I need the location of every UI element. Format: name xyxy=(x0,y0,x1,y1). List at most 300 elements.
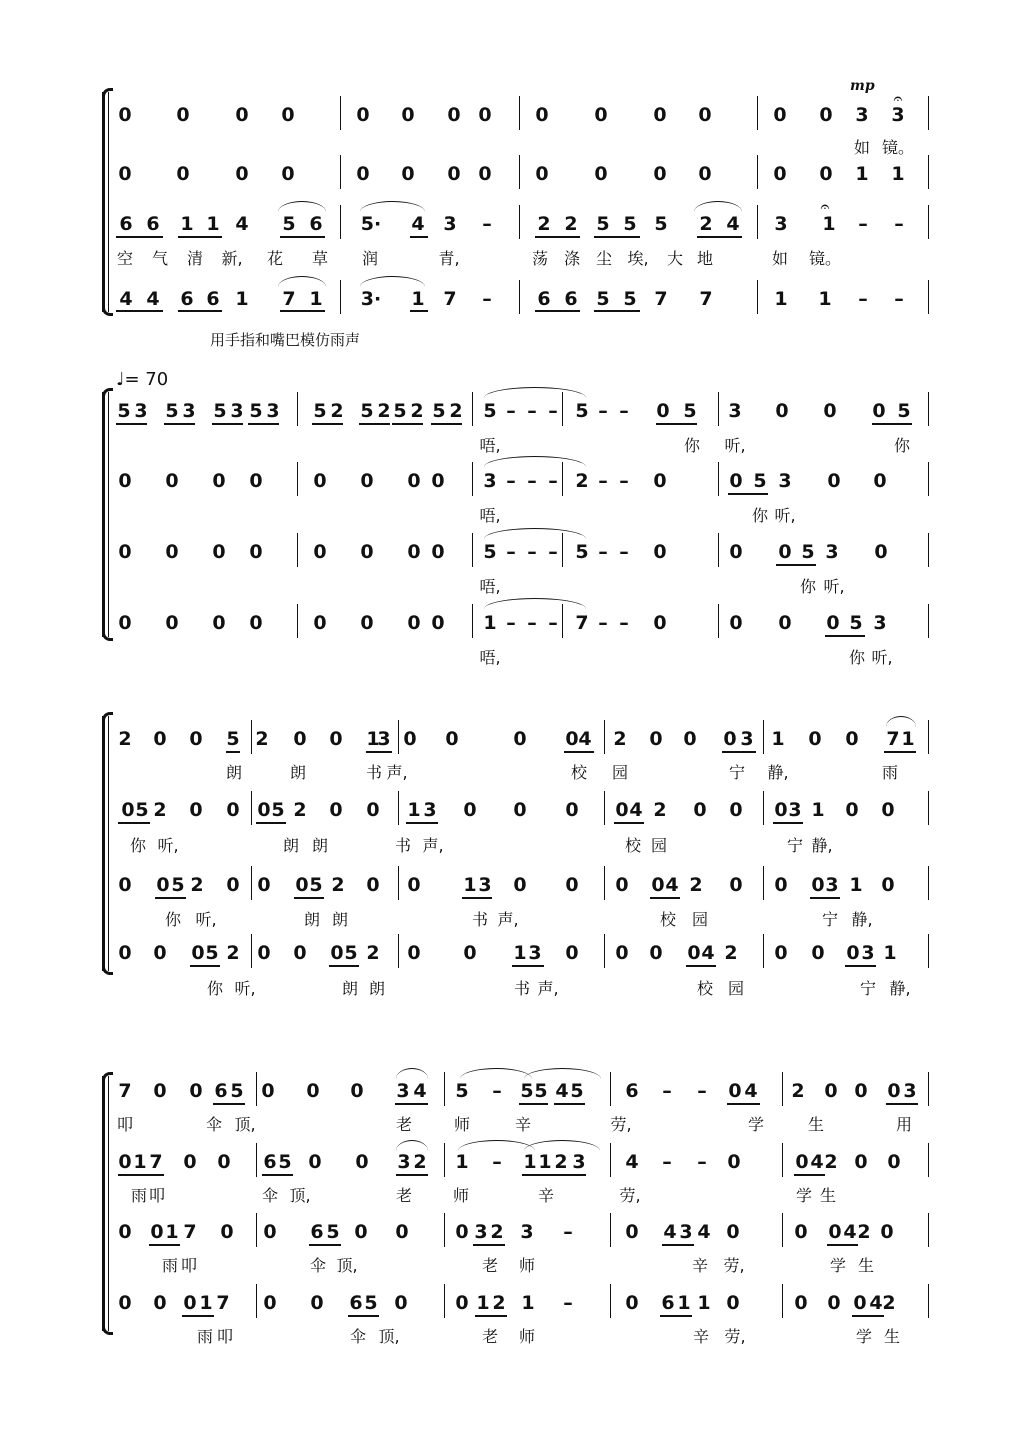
lyric-syllable: 叩 xyxy=(148,1186,166,1205)
note: 0 xyxy=(819,104,833,126)
lyric-syllable: 辛 xyxy=(514,1115,532,1134)
lyric-syllable: 声, xyxy=(386,763,408,782)
note: 0 xyxy=(811,874,825,896)
note: 5 xyxy=(393,400,407,422)
lyric-syllable: 顶, xyxy=(336,1256,358,1275)
note: 0 xyxy=(845,799,859,821)
note: 0 xyxy=(313,612,327,634)
note: 0 xyxy=(212,470,226,492)
note: 4 xyxy=(869,1292,883,1314)
note: 1 xyxy=(133,1151,147,1173)
note: 5 xyxy=(344,942,358,964)
note: 3 xyxy=(873,612,887,634)
note: 3 xyxy=(825,541,839,563)
note: 3 xyxy=(182,400,196,422)
note: 0 xyxy=(729,612,743,634)
note: 1 xyxy=(774,288,788,310)
barline xyxy=(444,1072,445,1106)
lyric-syllable: 叩 xyxy=(180,1256,198,1275)
lyric-syllable: 涤 xyxy=(563,249,581,268)
note: 0 xyxy=(535,104,549,126)
lyric-syllable: 雨 xyxy=(196,1327,214,1346)
note: 0 xyxy=(726,1292,740,1314)
note: 0 xyxy=(773,163,787,185)
lyric-syllable: 静, xyxy=(889,979,911,998)
note: 0 xyxy=(330,942,344,964)
note: 0 xyxy=(887,1151,901,1173)
note: 0 xyxy=(881,874,895,896)
note: 2 xyxy=(490,1221,504,1243)
note: 5 xyxy=(849,612,863,634)
note: 0 xyxy=(249,612,263,634)
note: 0 xyxy=(653,163,667,185)
lyric-syllable: 用 xyxy=(895,1115,913,1134)
lyric-syllable: 听, xyxy=(234,979,256,998)
note: 6 xyxy=(263,1151,277,1173)
note: 4 xyxy=(411,213,425,235)
note: 3 xyxy=(396,1080,410,1102)
note: 1 xyxy=(855,163,869,185)
note: 3 xyxy=(478,874,492,896)
note: 6 xyxy=(119,213,133,235)
note: 1 xyxy=(180,213,194,235)
note: 2 xyxy=(449,400,463,422)
note: 4 xyxy=(665,874,679,896)
note: 1 xyxy=(206,213,220,235)
note: 0 xyxy=(625,1292,639,1314)
lyric-syllable: 宁 xyxy=(786,836,804,855)
eighth-underline xyxy=(553,1174,586,1176)
lyric-syllable: 朗 xyxy=(341,979,359,998)
note: 0 xyxy=(281,163,295,185)
note: – xyxy=(506,612,516,634)
barline xyxy=(610,1143,611,1177)
note: 0 xyxy=(118,942,132,964)
note: 2 xyxy=(537,213,551,235)
note: 5 xyxy=(570,1080,584,1102)
note: 0 xyxy=(778,541,792,563)
note: 7 xyxy=(575,612,589,634)
note: 0 xyxy=(235,163,249,185)
note: 0 xyxy=(401,163,415,185)
lyric-syllable: 伞 xyxy=(261,1186,279,1205)
note: – xyxy=(527,400,537,422)
tempo-marking: ♩= 70 xyxy=(116,369,169,390)
eighth-underline xyxy=(182,1315,214,1317)
note: 0 xyxy=(329,799,343,821)
note: 1 xyxy=(476,1292,490,1314)
lyric-syllable: 顶, xyxy=(234,1115,256,1134)
note: 1 xyxy=(901,728,915,750)
lyric-syllable: 书 xyxy=(471,910,489,929)
note: 5 xyxy=(226,728,240,750)
lyric-syllable: 声, xyxy=(497,910,519,929)
note: 0 xyxy=(226,799,240,821)
lyric-syllable: 朗 xyxy=(368,979,386,998)
note: 0 xyxy=(118,1151,132,1173)
note: 1 xyxy=(309,288,323,310)
lyric-syllable: 雨 xyxy=(130,1186,148,1205)
lyric-syllable: 伞 xyxy=(349,1327,367,1346)
lyric-syllable: 荡 xyxy=(531,249,549,268)
note: 3 xyxy=(891,104,905,126)
note: – xyxy=(619,612,629,634)
note: 2 xyxy=(366,942,380,964)
lyric-syllable: 静, xyxy=(811,836,833,855)
note: 0 xyxy=(183,1151,197,1173)
lyric-syllable: 唔, xyxy=(479,506,501,525)
lyric-syllable: 静, xyxy=(851,910,873,929)
note: 7 xyxy=(216,1292,230,1314)
note: – xyxy=(563,1221,573,1243)
note: 0 xyxy=(354,1221,368,1243)
lyric-syllable: 师 xyxy=(518,1256,536,1275)
note: 0 xyxy=(773,104,787,126)
note: 0 xyxy=(118,163,132,185)
note: 1 xyxy=(521,1292,535,1314)
note: 2 xyxy=(613,728,627,750)
note: 0 xyxy=(263,1221,277,1243)
note: 2 xyxy=(492,1292,506,1314)
note: 0 xyxy=(212,541,226,563)
note: 0 xyxy=(728,1080,742,1102)
lyric-syllable: 园 xyxy=(611,763,629,782)
note: – xyxy=(858,213,868,235)
fermata-symbol: 𝄐 xyxy=(820,197,830,216)
lyric-syllable: 清 xyxy=(186,249,204,268)
note: 3 xyxy=(423,799,437,821)
note: 1 xyxy=(407,799,421,821)
lyric-syllable: 生 xyxy=(819,1186,837,1205)
note: 5 xyxy=(278,1151,292,1173)
note: 3 xyxy=(825,874,839,896)
note: 0 xyxy=(513,874,527,896)
lyric-syllable: 埃, xyxy=(627,249,649,268)
note: 0 xyxy=(478,104,492,126)
note: 3 xyxy=(266,400,280,422)
note: 0 xyxy=(823,400,837,422)
note: 0 xyxy=(313,541,327,563)
note: 1 xyxy=(891,163,905,185)
note: 2 xyxy=(724,942,738,964)
note: 2 xyxy=(330,400,344,422)
note: 0 xyxy=(811,942,825,964)
note: 5 xyxy=(683,400,697,422)
note: 0 xyxy=(693,799,707,821)
note: 5 xyxy=(364,1292,378,1314)
lyric-syllable: 学 xyxy=(747,1115,765,1134)
eighth-underline xyxy=(662,1244,694,1246)
note: 1 xyxy=(818,288,832,310)
note: 2 xyxy=(857,1221,871,1243)
lyric-syllable: 辛 xyxy=(537,1186,555,1205)
note: 5 xyxy=(654,213,668,235)
note: 0 xyxy=(881,799,895,821)
lyric-syllable: 辛 xyxy=(691,1256,709,1275)
note: 1 xyxy=(883,942,897,964)
note: 3 xyxy=(728,400,742,422)
note: 6 xyxy=(180,288,194,310)
lyric-syllable: 静, xyxy=(767,763,789,782)
note: 0 xyxy=(165,541,179,563)
note: 0 xyxy=(356,163,370,185)
note: 0 xyxy=(846,942,860,964)
note: 0 xyxy=(873,470,887,492)
note: 4 xyxy=(578,728,592,750)
lyric-syllable: 园 xyxy=(650,836,668,855)
note: 0 xyxy=(249,470,263,492)
barline xyxy=(928,1213,929,1247)
lyric-syllable: 草 xyxy=(311,249,329,268)
note: 5 xyxy=(135,799,149,821)
note: 0 xyxy=(774,799,788,821)
slur xyxy=(460,1068,532,1079)
note: 0 xyxy=(360,612,374,634)
note: 0 xyxy=(729,470,743,492)
note: 0 xyxy=(723,728,737,750)
note: 0 xyxy=(872,400,886,422)
note: 3 xyxy=(134,400,148,422)
note: 0 xyxy=(729,874,743,896)
note: 0 xyxy=(726,1221,740,1243)
note: 0 xyxy=(407,612,421,634)
performance-instruction: 用手指和嘴巴模仿雨声 xyxy=(210,331,361,349)
note: 0 xyxy=(407,541,421,563)
note: 0 xyxy=(478,163,492,185)
lyric-syllable: 听, xyxy=(157,836,179,855)
lyric-syllable: 学 xyxy=(795,1186,813,1205)
note: – xyxy=(697,1151,707,1173)
note: 1 xyxy=(165,1221,179,1243)
lyric-syllable: 朗 xyxy=(303,910,321,929)
note: 3 xyxy=(474,1221,488,1243)
note: 1 xyxy=(366,728,380,750)
note: – xyxy=(548,612,558,634)
note: 4 xyxy=(663,1221,677,1243)
note: 0 xyxy=(153,1080,167,1102)
note: 0 xyxy=(150,1221,164,1243)
lyric-syllable: 生 xyxy=(807,1115,825,1134)
note: 0 xyxy=(118,470,132,492)
lyric-syllable: 镜。 xyxy=(808,249,842,268)
dynamic-marking: mp xyxy=(850,78,875,94)
eighth-underline xyxy=(554,1103,585,1105)
note: 0 xyxy=(594,104,608,126)
lyric-syllable: 学 xyxy=(829,1256,847,1275)
note: 0 xyxy=(880,1221,894,1243)
barline xyxy=(256,1284,257,1318)
system-bracket-line xyxy=(108,1076,109,1331)
note: 0 xyxy=(649,942,663,964)
note: 3 xyxy=(520,1221,534,1243)
note: 0 xyxy=(513,799,527,821)
note: 4 xyxy=(119,288,133,310)
lyric-syllable: 老 xyxy=(395,1186,413,1205)
lyric-syllable: 伞 xyxy=(205,1115,223,1134)
note: 4 xyxy=(810,1151,824,1173)
note: 5 xyxy=(575,541,589,563)
note: 0 xyxy=(263,1292,277,1314)
note: 0 xyxy=(257,799,271,821)
lyric-syllable: 声, xyxy=(537,979,559,998)
note: 0 xyxy=(854,1080,868,1102)
note: 3 xyxy=(740,728,754,750)
note: 0 xyxy=(153,1292,167,1314)
note: 1 xyxy=(811,799,825,821)
note: – xyxy=(858,288,868,310)
note: 5 xyxy=(326,1221,340,1243)
lyric-syllable: 唔, xyxy=(479,577,501,596)
lyric-syllable: 学 xyxy=(855,1327,873,1346)
note: 0 xyxy=(874,541,888,563)
lyric-syllable: 校 xyxy=(570,763,588,782)
lyric-syllable: 园 xyxy=(727,979,745,998)
note: 3 xyxy=(774,213,788,235)
note: 0 xyxy=(295,874,309,896)
note: – xyxy=(894,288,904,310)
note: 3 xyxy=(778,470,792,492)
note: 0 xyxy=(118,1292,132,1314)
note: 4 xyxy=(701,942,715,964)
note: 3 xyxy=(397,1151,411,1173)
note: 0 xyxy=(565,728,579,750)
note: 0 xyxy=(165,470,179,492)
note: 0 xyxy=(774,942,788,964)
note: 7 xyxy=(183,1221,197,1243)
note: – xyxy=(548,541,558,563)
note: – xyxy=(598,612,608,634)
note: 5 xyxy=(360,400,374,422)
note: 5 xyxy=(897,400,911,422)
note: 0 xyxy=(455,1221,469,1243)
lyric-syllable: 你 xyxy=(129,836,147,855)
note: 3 xyxy=(903,1080,917,1102)
note: 0 xyxy=(565,799,579,821)
eighth-underline xyxy=(852,1315,884,1317)
lyric-syllable: 劳, xyxy=(610,1115,632,1134)
note: 0 xyxy=(257,942,271,964)
lyric-syllable: 你 xyxy=(683,436,701,455)
note: 0 xyxy=(306,1080,320,1102)
note: 0 xyxy=(827,1292,841,1314)
lyric-syllable: 你 xyxy=(893,436,911,455)
note: 0 xyxy=(261,1080,275,1102)
note: 7 xyxy=(282,288,296,310)
lyric-syllable: 书 xyxy=(513,979,531,998)
note: 0 xyxy=(401,104,415,126)
note: 5 xyxy=(483,541,497,563)
note: 3 xyxy=(861,942,875,964)
note: – xyxy=(598,470,608,492)
lyric-syllable: 宁 xyxy=(821,910,839,929)
lyric-syllable: 气 xyxy=(151,249,169,268)
note: – xyxy=(563,1292,573,1314)
note: 3 xyxy=(572,1151,586,1173)
note: 0 xyxy=(403,728,417,750)
lyric-syllable: 校 xyxy=(624,836,642,855)
lyric-syllable: 雨 xyxy=(881,763,899,782)
note: 0 xyxy=(118,1221,132,1243)
lyric-syllable: 宁 xyxy=(859,979,877,998)
note: 0 xyxy=(774,874,788,896)
note: 0 xyxy=(431,612,445,634)
note: 1 xyxy=(455,1151,469,1173)
note: 2 xyxy=(377,400,391,422)
lyric-syllable: 你 xyxy=(751,506,769,525)
lyric-syllable: 劳, xyxy=(724,1327,746,1346)
note: 0 xyxy=(625,1221,639,1243)
note: 1 xyxy=(411,288,425,310)
lyric-syllable: 花 xyxy=(266,249,284,268)
lyric-syllable: 你 xyxy=(848,648,866,667)
lyric-syllable: 地 xyxy=(696,249,714,268)
note: 7 xyxy=(699,288,713,310)
note: 0 xyxy=(828,1221,842,1243)
note: 5 xyxy=(282,213,296,235)
barline xyxy=(444,1213,445,1247)
note: 0 xyxy=(445,728,459,750)
note: 5 xyxy=(309,874,323,896)
note: 1 xyxy=(538,1151,552,1173)
note: 2 xyxy=(575,470,589,492)
note: 0 xyxy=(729,799,743,821)
lyric-syllable: 听, xyxy=(724,436,746,455)
lyric-syllable: 宁 xyxy=(728,763,746,782)
note: 5 xyxy=(575,400,589,422)
eighth-underline xyxy=(395,1103,428,1105)
lyric-syllable: 师 xyxy=(452,1186,470,1205)
note: 0 xyxy=(447,104,461,126)
lyric-syllable: 新, xyxy=(221,249,243,268)
note: 1 xyxy=(513,942,527,964)
note: – xyxy=(548,470,558,492)
note: 0 xyxy=(795,1151,809,1173)
barline xyxy=(782,1213,783,1247)
lyric-syllable: 校 xyxy=(659,910,677,929)
slur xyxy=(524,1068,601,1079)
note: 0 xyxy=(235,104,249,126)
note: 2 xyxy=(226,942,240,964)
note: 0 xyxy=(594,163,608,185)
note: 0 xyxy=(360,541,374,563)
eighth-underline xyxy=(519,1103,548,1105)
note: 0 xyxy=(827,470,841,492)
lyric-syllable: 听, xyxy=(774,506,796,525)
note: 2 xyxy=(824,1151,838,1173)
note: 0 xyxy=(853,1292,867,1314)
eighth-underline xyxy=(396,1174,428,1176)
note: 3 xyxy=(855,104,869,126)
note: 0 xyxy=(360,470,374,492)
note: 2 xyxy=(791,1080,805,1102)
note: 3 xyxy=(679,1221,693,1243)
note: 7 xyxy=(654,288,668,310)
note: 0 xyxy=(217,1151,231,1173)
note: 0 xyxy=(189,799,203,821)
barline xyxy=(256,1143,257,1177)
note: – xyxy=(619,400,629,422)
slur xyxy=(396,1068,428,1079)
note: 0 xyxy=(355,1151,369,1173)
note: 4 xyxy=(413,1080,427,1102)
note: – xyxy=(506,470,516,492)
barline xyxy=(610,1213,611,1247)
note: 4 xyxy=(697,1221,711,1243)
note: 0 xyxy=(794,1292,808,1314)
eighth-underline xyxy=(309,1244,341,1246)
note: 0 xyxy=(775,400,789,422)
lyric-syllable: 润 xyxy=(361,249,379,268)
